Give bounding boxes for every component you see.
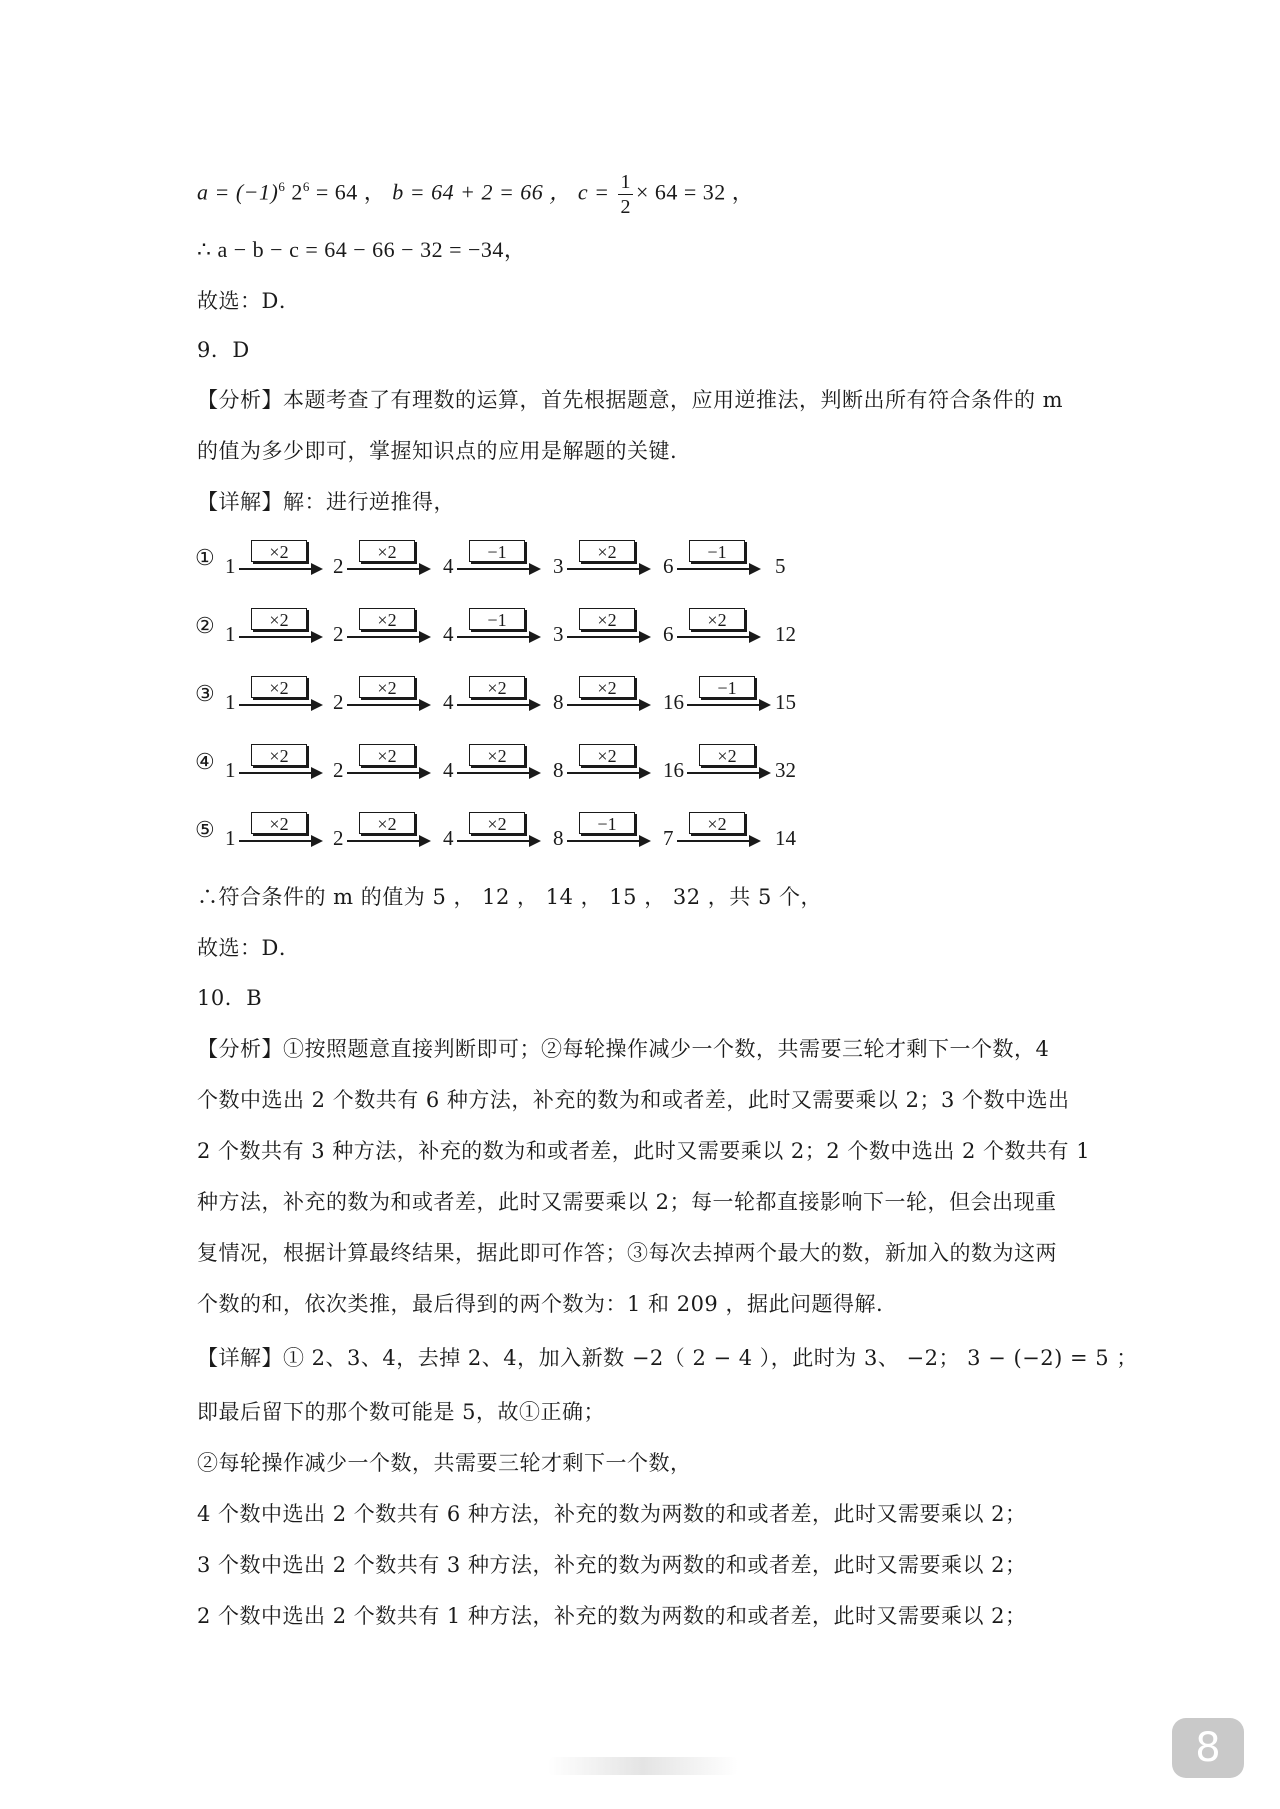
chain-node: 2 (333, 554, 344, 578)
chain-operation: −1 (689, 540, 745, 562)
arrow-shaft (567, 772, 641, 774)
chain-node: 4 (443, 690, 454, 714)
arrow-shaft (567, 636, 641, 638)
eq-b: b = 64 + 2 = 66 ， (392, 179, 572, 205)
chain-arrow (677, 540, 761, 580)
chain-row (195, 812, 915, 852)
chain-node: 8 (553, 690, 564, 714)
chain-arrow (347, 608, 431, 648)
chain-operation: ×2 (579, 676, 635, 698)
q10-detail-line-4: 4 个数中选出 2 个数共有 6 种方法，补充的数为两数的和或者差，此时又需要乘以 2； (197, 1502, 1027, 1526)
chain-operation: ×2 (689, 812, 745, 834)
chain-arrow (239, 540, 323, 580)
chain-operation: ×2 (251, 812, 307, 834)
arrow-shaft (457, 840, 531, 842)
arrow-shaft (567, 568, 641, 570)
arrow-shaft (567, 704, 641, 706)
arrow-head-icon (419, 767, 431, 779)
equation-abc (197, 172, 754, 217)
arrow-head-icon (639, 767, 651, 779)
chain-arrow (239, 676, 323, 716)
chain-label: ① (195, 546, 215, 571)
chain-operation: ×2 (579, 540, 635, 562)
eq-a2-exp: 6 (302, 179, 310, 195)
chain-node: 12 (775, 622, 796, 646)
arrow-shaft (347, 840, 421, 842)
chain-operation: ×2 (251, 608, 307, 630)
arrow-shaft (457, 636, 531, 638)
chain-node: 4 (443, 758, 454, 782)
q10-analysis-line-1: 【分析】①按照题意直接判断即可；②每轮操作减少一个数，共需要三轮才剩下一个数，4 (197, 1037, 1050, 1061)
chain-node: 2 (333, 690, 344, 714)
eq-c-pre: c = (577, 179, 616, 205)
q10-detail-line-3: ②每轮操作减少一个数，共需要三轮才剩下一个数， (197, 1451, 692, 1475)
arrow-head-icon (419, 631, 431, 643)
q9-conclusion: ∴符合条件的 m 的值为 5 ， 12 ， 14 ， 15 ， 32 ，共 5 个， (197, 885, 822, 909)
chain-operation: −1 (579, 812, 635, 834)
chain-arrow (567, 812, 651, 852)
chain-operation: ×2 (359, 744, 415, 766)
chain-node: 2 (333, 758, 344, 782)
arrow-head-icon (639, 563, 651, 575)
chain-arrow (347, 540, 431, 580)
chain-operation: ×2 (689, 608, 745, 630)
q10-analysis-line-5: 复情况，根据计算最终结果，据此即可作答；③每次去掉两个最大的数，新加入的数为这两 (197, 1241, 1057, 1265)
chain-node: 2 (333, 826, 344, 850)
arrow-head-icon (419, 563, 431, 575)
arrow-shaft (347, 704, 421, 706)
chain-operation: ×2 (251, 676, 307, 698)
chain-operation: ×2 (579, 608, 635, 630)
chain-node: 16 (663, 758, 684, 782)
chain-node: 1 (225, 826, 236, 850)
eq-c-post: × 64 = 32 ， (635, 179, 755, 205)
chain-node: 3 (553, 554, 564, 578)
chain-row (195, 744, 915, 784)
chain-arrow (457, 812, 541, 852)
chain-row (195, 608, 915, 648)
arrow-shaft (677, 568, 751, 570)
chain-label: ② (195, 614, 215, 639)
chain-arrow (457, 744, 541, 784)
chain-arrow (567, 676, 651, 716)
chain-arrow (457, 676, 541, 716)
eq-c-denominator: 2 (620, 196, 631, 218)
arrow-shaft (457, 568, 531, 570)
chain-label: ③ (195, 682, 215, 707)
arrow-shaft (239, 772, 313, 774)
arrow-head-icon (639, 699, 651, 711)
chain-node: 3 (553, 622, 564, 646)
arrow-shaft (347, 636, 421, 638)
chain-arrow (239, 812, 323, 852)
chain-node: 1 (225, 554, 236, 578)
q10-detail-line-2: 即最后留下的那个数可能是 5，故①正确； (197, 1400, 606, 1424)
arrow-head-icon (529, 563, 541, 575)
eq-a2: 2 (285, 179, 303, 205)
arrow-head-icon (311, 767, 323, 779)
chain-operation: ×2 (699, 744, 755, 766)
eq-a: a = (−1) (197, 179, 279, 205)
chain-node: 2 (333, 622, 344, 646)
equation-result: ∴ a − b − c = 64 − 66 − 32 = −34， (197, 237, 527, 262)
arrow-shaft (677, 636, 751, 638)
question-9-heading: 9．D (197, 338, 250, 362)
q10-detail-line-6: 2 个数中选出 2 个数共有 1 种方法，补充的数为两数的和或者差，此时又需要乘以 2； (197, 1604, 1027, 1628)
chain-operation: −1 (469, 608, 525, 630)
arrow-shaft (239, 704, 313, 706)
question-10-heading: 10．B (197, 986, 263, 1010)
q9-analysis-line-2: 的值为多少即可，掌握知识点的应用是解题的关键. (197, 439, 678, 463)
chain-node: 8 (553, 826, 564, 850)
chain-node: 5 (775, 554, 786, 578)
chain-operation: ×2 (579, 744, 635, 766)
q10-analysis-line-2: 个数中选出 2 个数共有 6 种方法，补充的数为和或者差，此时又需要乘以 2；3 个数中选出 (197, 1088, 1070, 1112)
chain-node: 1 (225, 758, 236, 782)
chain-arrow (687, 676, 771, 716)
chain-arrow (347, 744, 431, 784)
q10-detail-line-1: 【详解】① 2、3、4，去掉 2、4，加入新数 −2（ 2 − 4 ），此时为 3、 −2； 3 − (−2) = 5 ； (197, 1346, 1138, 1370)
eq-a-exp: 6 (278, 179, 286, 195)
answer-choice-8: 故选：D． (197, 289, 301, 313)
chain-node: 6 (663, 622, 674, 646)
eq-c-numerator: 1 (620, 171, 631, 193)
chain-node: 15 (775, 690, 796, 714)
chain-arrow (677, 608, 761, 648)
arrow-head-icon (749, 631, 761, 643)
arrow-head-icon (529, 767, 541, 779)
chain-arrow (567, 744, 651, 784)
arrow-shaft (687, 772, 761, 774)
chain-node: 16 (663, 690, 684, 714)
chain-arrow (347, 812, 431, 852)
arrow-shaft (239, 840, 313, 842)
chain-operation: −1 (469, 540, 525, 562)
chain-label: ⑤ (195, 818, 215, 843)
arrow-head-icon (759, 699, 771, 711)
arrow-shaft (677, 840, 751, 842)
chain-arrow (239, 744, 323, 784)
chain-operation: ×2 (251, 744, 307, 766)
arrow-head-icon (311, 835, 323, 847)
chain-arrow (567, 608, 651, 648)
chain-operation: ×2 (359, 608, 415, 630)
answer-choice-9: 故选：D． (197, 936, 301, 960)
eq-a3: = 64 ， (309, 179, 387, 205)
arrow-head-icon (311, 699, 323, 711)
chain-operation: ×2 (469, 744, 525, 766)
arrow-head-icon (529, 699, 541, 711)
arrow-shaft (457, 772, 531, 774)
q9-detail: 【详解】解：进行逆推得， (197, 490, 455, 514)
arrow-head-icon (639, 631, 651, 643)
arrow-head-icon (311, 631, 323, 643)
chain-node: 6 (663, 554, 674, 578)
arrow-head-icon (529, 631, 541, 643)
chain-operation: ×2 (359, 676, 415, 698)
arrow-head-icon (749, 835, 761, 847)
chain-operation: ×2 (469, 676, 525, 698)
arrow-head-icon (419, 835, 431, 847)
watermark (548, 1757, 738, 1775)
q10-analysis-line-3: 2 个数共有 3 种方法，补充的数为和或者差，此时又需要乘以 2；2 个数中选出 2 个数共有 1 (197, 1139, 1091, 1163)
q10-detail-line-5: 3 个数中选出 2 个数共有 3 种方法，补充的数为两数的和或者差，此时又需要乘以 2； (197, 1553, 1027, 1577)
arrow-shaft (457, 704, 531, 706)
arrow-shaft (239, 568, 313, 570)
eq-c-fraction (618, 172, 633, 217)
arrow-head-icon (639, 835, 651, 847)
chain-arrow (239, 608, 323, 648)
chain-operation: −1 (699, 676, 755, 698)
chain-row (195, 540, 915, 580)
chain-node: 4 (443, 826, 454, 850)
chain-node: 4 (443, 622, 454, 646)
chain-arrow (687, 744, 771, 784)
chain-label: ④ (195, 750, 215, 775)
chain-node: 14 (775, 826, 796, 850)
chain-row (195, 676, 915, 716)
chain-node: 1 (225, 622, 236, 646)
arrow-shaft (347, 772, 421, 774)
arrow-head-icon (759, 767, 771, 779)
arrow-head-icon (419, 699, 431, 711)
chain-operation: ×2 (251, 540, 307, 562)
chain-node: 8 (553, 758, 564, 782)
q10-analysis-line-4: 种方法，补充的数为和或者差，此时又需要乘以 2；每一轮都直接影响下一轮，但会出现重 (197, 1190, 1057, 1214)
arrow-shaft (567, 840, 641, 842)
chain-operation: ×2 (359, 540, 415, 562)
arrow-shaft (687, 704, 761, 706)
page-number-badge: 8 (1172, 1718, 1244, 1778)
chain-node: 7 (663, 826, 674, 850)
chain-arrow (567, 540, 651, 580)
chain-arrow (457, 608, 541, 648)
arrow-head-icon (529, 835, 541, 847)
chain-arrow (457, 540, 541, 580)
arrow-shaft (239, 636, 313, 638)
q10-analysis-line-6: 个数的和，依次类推，最后得到的两个数为：1 和 209 ，据此问题得解. (197, 1292, 884, 1316)
chain-node: 1 (225, 690, 236, 714)
arrow-head-icon (749, 563, 761, 575)
arrow-shaft (347, 568, 421, 570)
chain-arrow (677, 812, 761, 852)
chain-arrow (347, 676, 431, 716)
q9-analysis-line-1: 【分析】本题考查了有理数的运算，首先根据题意，应用逆推法，判断出所有符合条件的 m (197, 388, 1064, 412)
chain-operation: ×2 (469, 812, 525, 834)
chain-operation: ×2 (359, 812, 415, 834)
arrow-head-icon (311, 563, 323, 575)
chain-node: 32 (775, 758, 796, 782)
chain-node: 4 (443, 554, 454, 578)
